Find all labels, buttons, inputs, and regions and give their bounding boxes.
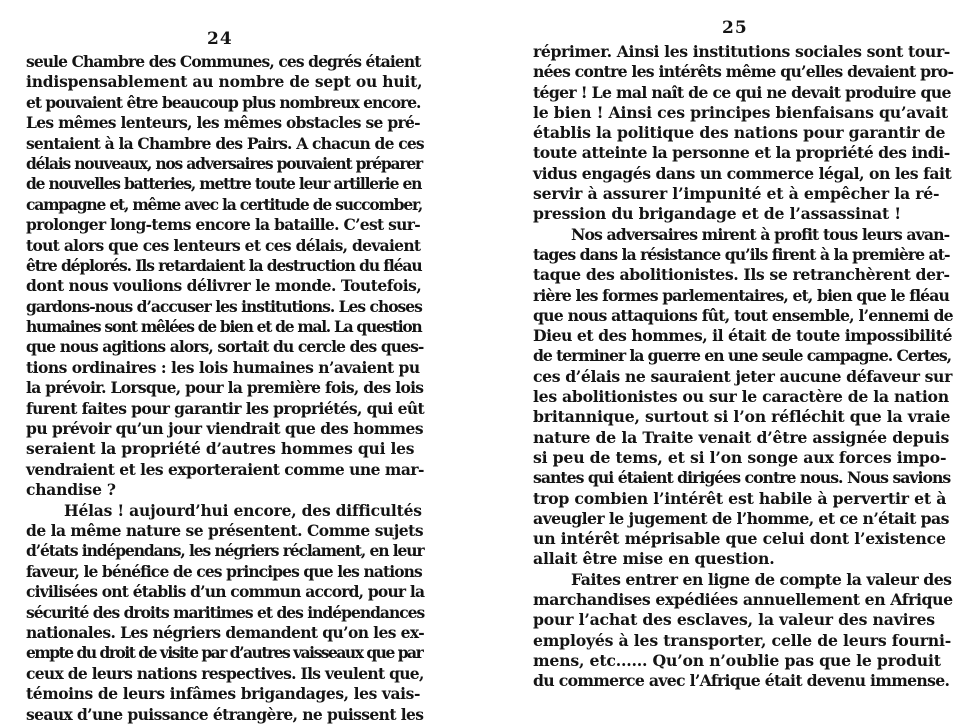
text-line: humaines sont mêlées de bien et de mal. La question xyxy=(26,317,422,337)
text-line: seule Chambre des Communes, ces degrés étaient xyxy=(26,52,421,71)
text-line: ces d’élais ne sauraient jeter aucune défaveur sur xyxy=(533,366,952,386)
text-line: empte du droit de visite par d’autres vaisseaux que par xyxy=(26,643,423,663)
text-line: civilisées ont établis d’un commun accord, pour la xyxy=(26,582,425,602)
text-line: seaux d’une puissance étrangère, ne puissent les xyxy=(26,704,424,724)
text-line: vidus engagés dans un commerce légal, on les fait xyxy=(533,163,952,183)
text-line: tages dans la résistance qu’ils firent à la première at- xyxy=(533,244,950,264)
right-page xyxy=(490,0,980,728)
text-line: nées contre les intérêts même qu’elles devaient pro- xyxy=(533,62,954,82)
text-line: prolonger long-tems encore la bataille. C’est sur- xyxy=(26,215,420,235)
text-line: gardons-nous d’accuser les institutions. Les choses xyxy=(26,296,422,316)
text-line: rière les formes parlementaires, et, bien que le fléau xyxy=(533,285,949,305)
text-line: toute atteinte la personne et la propriété des indi- xyxy=(533,143,950,163)
text-line: la prévoir. Lorsque, pour la première fois, des lois xyxy=(26,378,424,398)
text-line: campagne et, même avec la certitude de succomber, xyxy=(26,194,423,214)
text-line: être déplorés. Ils retardaient la destruction du fléau xyxy=(26,255,422,275)
text-line: sentaient à la Chambre des Pairs. A chacun de ces xyxy=(26,133,424,153)
text-line: mens, etc...... Qu’on n’oublie pas que le produit xyxy=(533,650,941,670)
page-number: 24 xyxy=(207,29,233,49)
text-line: taque des abolitionistes. Ils se retranchèrent der- xyxy=(533,265,950,285)
paragraph-start-line: Faites entrer en ligne de compte la valeur des xyxy=(571,569,952,589)
page-text xyxy=(26,52,424,725)
text-line: santes qui étaient dirigées contre nous. Nous savions xyxy=(533,468,951,488)
text-line: que nous agitions alors, sortait du cercle des ques- xyxy=(26,337,424,357)
text-line: employés à les transporter, celle de leurs fourni- xyxy=(533,630,952,650)
text-line: d’états indépendans, les négriers réclament, en leur xyxy=(26,541,424,561)
text-line: réprimer. Ainsi les institutions sociales sont tour- xyxy=(533,42,950,61)
text-line: chandise ? xyxy=(26,480,116,500)
paragraph-start-line: Nos adversaires mirent à profit tous leurs avan- xyxy=(571,224,950,244)
text-line: que nous attaquions fût, tout ensemble, l’ennemi de xyxy=(533,305,953,325)
text-line: tout alors que ces lenteurs et ces délais, devaient xyxy=(26,235,421,255)
text-line: de terminer la guerre en une seule campagne. Certes, xyxy=(533,346,951,366)
text-line: de la même nature se présentent. Comme sujets xyxy=(26,520,424,540)
text-line: délais nouveaux, nos adversaires pouvaient préparer xyxy=(26,153,422,173)
text-line: Les mêmes lenteurs, les mêmes obstacles se pré- xyxy=(26,113,420,133)
text-line: ceux de leurs nations respectives. Ils veulent que, xyxy=(26,663,424,683)
page-text xyxy=(533,42,953,692)
text-line: nationales. Les négriers demandent qu’on les ex- xyxy=(26,622,425,642)
text-line: furent faites pour garantir les propriétés, qui eût xyxy=(26,398,425,418)
text-line: vendraient et les exporteraient comme une mar- xyxy=(26,459,424,479)
text-line: le bien ! Ainsi ces principes bienfaisans qu’avait xyxy=(533,102,948,122)
text-line: dont nous voulions délivrer le monde. Toutefois, xyxy=(26,276,422,296)
text-line: du commerce avec l’Afrique était devenu immense. xyxy=(533,671,950,691)
text-line: trop combien l’intérêt est habile à pervertir et à xyxy=(533,488,947,508)
text-line: de nouvelles batteries, mettre toute leur artillerie en xyxy=(26,174,422,194)
text-line: un intérêt méprisable que celui dont l’existence xyxy=(533,529,946,549)
text-line: faveur, le bénéfice de ces principes que les nations xyxy=(26,561,422,581)
text-line: pression du brigandage et de l’assassinat ! xyxy=(533,204,901,224)
text-line: téger ! Le mal naît de ce qui ne devait produire que xyxy=(533,82,951,102)
text-line: établis la politique des nations pour garantir de xyxy=(533,123,946,143)
text-line: Dieu et des hommes, il était de toute impossibilité xyxy=(533,326,952,346)
text-line: pour l’achat des esclaves, la valeur des navires xyxy=(533,610,935,630)
page-number: 25 xyxy=(722,18,748,38)
text-line: nature de la Traite venait d’être assignée depuis xyxy=(533,427,950,447)
text-line: servir à assurer l’impunité et à empêcher la ré- xyxy=(533,184,940,204)
text-line: si peu de tems, et si l’on songe aux forces impo- xyxy=(533,447,947,467)
text-line: seraient la propriété d’autres hommes qui les xyxy=(26,439,415,459)
text-line: aveugler le jugement de l’homme, et ce n’était pas xyxy=(533,508,949,528)
text-line: marchandises expédiées annuellement en Afrique xyxy=(533,590,953,610)
text-line: et pouvaient être beaucoup plus nombreux encore. xyxy=(26,92,421,112)
text-line: sécurité des droits maritimes et des indépendances xyxy=(26,602,425,622)
text-line: tions ordinaires : les lois humaines n’avaient pu xyxy=(26,357,420,377)
text-line: les abolitionistes ou sur le caractère de la nation xyxy=(533,387,949,407)
text-line: témoins de leurs infâmes brigandages, les vais- xyxy=(26,684,421,704)
text-line: britannique, surtout si l’on réfléchit que la vraie xyxy=(533,407,951,427)
paragraph-start-line: Hélas ! aujourd’hui encore, des difficultés xyxy=(64,500,422,520)
text-line: allait être mise en question. xyxy=(533,549,775,569)
text-line: indispensablement au nombre de sept ou huit, xyxy=(26,72,423,92)
text-line: pu prévoir qu’un jour viendrait que des hommes xyxy=(26,419,424,439)
